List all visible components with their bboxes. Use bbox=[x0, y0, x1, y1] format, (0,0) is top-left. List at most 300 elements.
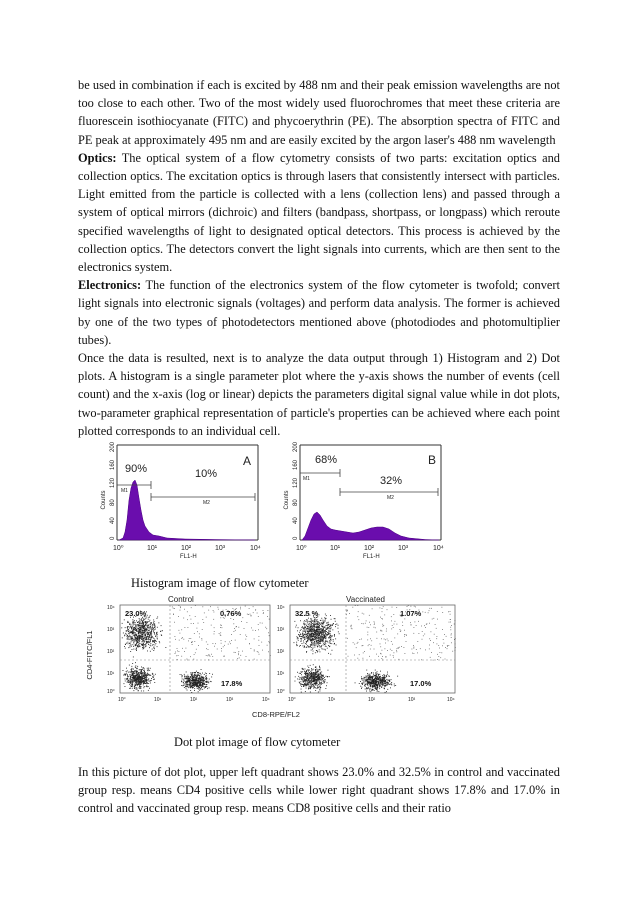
event-dot bbox=[141, 684, 142, 685]
event-dot bbox=[308, 632, 309, 633]
event-dot bbox=[224, 645, 225, 646]
event-dot bbox=[129, 630, 130, 631]
event-dot bbox=[157, 618, 158, 619]
event-dot bbox=[383, 606, 384, 607]
event-dot bbox=[141, 618, 142, 619]
event-dot bbox=[305, 677, 306, 678]
event-dot bbox=[148, 619, 149, 620]
event-dot bbox=[129, 624, 130, 625]
event-dot bbox=[294, 621, 295, 622]
event-dot bbox=[429, 623, 430, 624]
event-dot bbox=[133, 642, 134, 643]
event-dot bbox=[314, 679, 315, 680]
event-dot bbox=[143, 640, 144, 641]
event-dot bbox=[183, 680, 184, 681]
event-dot bbox=[303, 628, 304, 629]
event-dot bbox=[306, 634, 307, 635]
event-dot bbox=[187, 660, 188, 661]
event-dot bbox=[206, 642, 207, 643]
event-dot bbox=[193, 682, 194, 683]
event-dot bbox=[419, 633, 420, 634]
event-dot bbox=[135, 682, 136, 683]
event-dot bbox=[148, 642, 149, 643]
event-dot bbox=[327, 627, 328, 628]
event-dot bbox=[125, 681, 126, 682]
event-dot bbox=[318, 643, 319, 644]
event-dot bbox=[309, 670, 310, 671]
event-dot bbox=[335, 624, 336, 625]
event-dot bbox=[126, 631, 127, 632]
event-dot bbox=[146, 624, 147, 625]
event-dot bbox=[200, 678, 201, 679]
event-dot bbox=[382, 684, 383, 685]
event-dot bbox=[201, 669, 202, 670]
event-dot bbox=[145, 683, 146, 684]
event-dot bbox=[321, 633, 322, 634]
event-dot bbox=[301, 686, 302, 687]
event-dot bbox=[185, 682, 186, 683]
event-dot bbox=[326, 685, 327, 686]
dotplot-figure bbox=[80, 593, 520, 725]
ytick: 40 bbox=[293, 517, 299, 524]
event-dot bbox=[391, 616, 392, 617]
event-dot bbox=[300, 630, 301, 631]
event-dot bbox=[378, 675, 379, 676]
event-dot bbox=[319, 635, 320, 636]
event-dot bbox=[437, 611, 438, 612]
histogram-b-curve bbox=[302, 512, 439, 540]
event-dot bbox=[370, 638, 371, 639]
event-dot bbox=[131, 631, 132, 632]
event-dot bbox=[200, 680, 201, 681]
event-dot bbox=[376, 654, 377, 655]
event-dot bbox=[319, 686, 320, 687]
event-dot bbox=[135, 622, 136, 623]
event-dot bbox=[146, 617, 147, 618]
event-dot bbox=[141, 629, 142, 630]
event-dot bbox=[154, 679, 155, 680]
event-dot bbox=[318, 671, 319, 672]
event-dot bbox=[364, 677, 365, 678]
event-dot bbox=[266, 628, 267, 629]
event-dot bbox=[131, 641, 132, 642]
event-dot bbox=[319, 649, 320, 650]
event-dot bbox=[311, 683, 312, 684]
event-dot bbox=[332, 636, 333, 637]
event-dot bbox=[309, 682, 310, 683]
event-dot bbox=[149, 631, 150, 632]
event-dot bbox=[451, 642, 452, 643]
event-dot bbox=[327, 628, 328, 629]
event-dot bbox=[212, 674, 213, 675]
event-dot bbox=[135, 645, 136, 646]
event-dot bbox=[131, 637, 132, 638]
event-dot bbox=[309, 621, 310, 622]
event-dot bbox=[147, 682, 148, 683]
event-dot bbox=[316, 629, 317, 630]
event-dot bbox=[361, 623, 362, 624]
event-dot bbox=[299, 683, 300, 684]
event-dot bbox=[214, 631, 215, 632]
event-dot bbox=[133, 690, 134, 691]
event-dot bbox=[195, 674, 196, 675]
event-dot bbox=[363, 645, 364, 646]
event-dot bbox=[326, 631, 327, 632]
event-dot bbox=[325, 633, 326, 634]
event-dot bbox=[133, 635, 134, 636]
event-dot bbox=[132, 674, 133, 675]
event-dot bbox=[323, 681, 324, 682]
event-dot bbox=[134, 686, 135, 687]
event-dot bbox=[330, 631, 331, 632]
event-dot bbox=[368, 678, 369, 679]
event-dot bbox=[133, 673, 134, 674]
event-dot bbox=[134, 628, 135, 629]
event-dot bbox=[300, 645, 301, 646]
event-dot bbox=[307, 626, 308, 627]
event-dot bbox=[150, 629, 151, 630]
event-dot bbox=[132, 681, 133, 682]
event-dot bbox=[372, 681, 373, 682]
event-dot bbox=[321, 625, 322, 626]
event-dot bbox=[333, 639, 334, 640]
event-dot bbox=[331, 643, 332, 644]
event-dot bbox=[137, 628, 138, 629]
event-dot bbox=[370, 686, 371, 687]
event-dot bbox=[392, 650, 393, 651]
event-dot bbox=[315, 635, 316, 636]
event-dot bbox=[390, 687, 391, 688]
event-dot bbox=[373, 682, 374, 683]
event-dot bbox=[206, 675, 207, 676]
event-dot bbox=[130, 642, 131, 643]
event-dot bbox=[136, 627, 137, 628]
event-dot bbox=[317, 624, 318, 625]
event-dot bbox=[376, 681, 377, 682]
event-dot bbox=[154, 632, 155, 633]
event-dot bbox=[322, 683, 323, 684]
event-dot bbox=[302, 671, 303, 672]
event-dot bbox=[133, 682, 134, 683]
event-dot bbox=[442, 645, 443, 646]
event-dot bbox=[135, 670, 136, 671]
event-dot bbox=[325, 614, 326, 615]
event-dot bbox=[181, 685, 182, 686]
event-dot bbox=[332, 650, 333, 651]
event-dot bbox=[319, 642, 320, 643]
event-dot bbox=[155, 629, 156, 630]
event-dot bbox=[311, 622, 312, 623]
event-dot bbox=[347, 610, 348, 611]
xtick: 10² bbox=[190, 697, 198, 703]
event-dot bbox=[200, 673, 201, 674]
dotplot-control bbox=[107, 595, 271, 703]
event-dot bbox=[129, 628, 130, 629]
event-dot bbox=[306, 671, 307, 672]
event-dot bbox=[143, 628, 144, 629]
event-dot bbox=[188, 627, 189, 628]
event-dot bbox=[238, 653, 239, 654]
event-dot bbox=[307, 676, 308, 677]
event-dot bbox=[153, 630, 154, 631]
event-dot bbox=[146, 681, 147, 682]
event-dot bbox=[143, 646, 144, 647]
event-dot bbox=[148, 681, 149, 682]
event-dot bbox=[182, 648, 183, 649]
event-dot bbox=[224, 656, 225, 657]
event-dot bbox=[436, 638, 437, 639]
event-dot bbox=[182, 675, 183, 676]
event-dot bbox=[370, 678, 371, 679]
event-dot bbox=[424, 625, 425, 626]
event-dot bbox=[135, 624, 136, 625]
event-dot bbox=[210, 681, 211, 682]
event-dot bbox=[320, 620, 321, 621]
event-dot bbox=[179, 651, 180, 652]
event-dot bbox=[298, 627, 299, 628]
event-dot bbox=[146, 646, 147, 647]
event-dot bbox=[197, 688, 198, 689]
event-dot bbox=[325, 621, 326, 622]
event-dot bbox=[147, 631, 148, 632]
event-dot bbox=[363, 623, 364, 624]
event-dot bbox=[366, 683, 367, 684]
event-dot bbox=[142, 678, 143, 679]
event-dot bbox=[144, 686, 145, 687]
event-dot bbox=[314, 636, 315, 637]
event-dot bbox=[207, 644, 208, 645]
event-dot bbox=[146, 633, 147, 634]
event-dot bbox=[307, 630, 308, 631]
event-dot bbox=[387, 684, 388, 685]
event-dot bbox=[305, 631, 306, 632]
event-dot bbox=[193, 659, 194, 660]
event-dot bbox=[137, 624, 138, 625]
event-dot bbox=[313, 676, 314, 677]
event-dot bbox=[151, 629, 152, 630]
event-dot bbox=[318, 684, 319, 685]
event-dot bbox=[321, 629, 322, 630]
event-dot bbox=[429, 610, 430, 611]
event-dot bbox=[297, 679, 298, 680]
event-dot bbox=[320, 628, 321, 629]
event-dot bbox=[125, 675, 126, 676]
event-dot bbox=[127, 675, 128, 676]
event-dot bbox=[382, 677, 383, 678]
event-dot bbox=[384, 686, 385, 687]
event-dot bbox=[330, 654, 331, 655]
event-dot bbox=[317, 646, 318, 647]
event-dot bbox=[317, 640, 318, 641]
event-dot bbox=[246, 636, 247, 637]
event-dot bbox=[445, 659, 446, 660]
event-dot bbox=[307, 628, 308, 629]
event-dot bbox=[367, 682, 368, 683]
event-dot bbox=[152, 674, 153, 675]
event-dot bbox=[408, 605, 409, 606]
event-dot bbox=[138, 679, 139, 680]
event-dot bbox=[361, 676, 362, 677]
event-dot bbox=[207, 655, 208, 656]
event-dot bbox=[138, 642, 139, 643]
event-dot bbox=[198, 687, 199, 688]
event-dot bbox=[401, 646, 402, 647]
event-dot bbox=[190, 690, 191, 691]
event-dot bbox=[137, 671, 138, 672]
event-dot bbox=[363, 614, 364, 615]
event-dot bbox=[139, 625, 140, 626]
event-dot bbox=[214, 646, 215, 647]
event-dot bbox=[127, 626, 128, 627]
event-dot bbox=[354, 655, 355, 656]
event-dot bbox=[133, 675, 134, 676]
event-dot bbox=[147, 668, 148, 669]
event-dot bbox=[411, 606, 412, 607]
event-dot bbox=[125, 635, 126, 636]
event-dot bbox=[184, 609, 185, 610]
event-dot bbox=[314, 632, 315, 633]
event-dot bbox=[197, 677, 198, 678]
ytick: 0 bbox=[293, 536, 299, 540]
event-dot bbox=[369, 682, 370, 683]
event-dot bbox=[177, 659, 178, 660]
event-dot bbox=[205, 686, 206, 687]
event-dot bbox=[361, 687, 362, 688]
event-dot bbox=[305, 683, 306, 684]
event-dot bbox=[318, 646, 319, 647]
event-dot bbox=[316, 634, 317, 635]
event-dot bbox=[314, 639, 315, 640]
event-dot bbox=[305, 669, 306, 670]
event-dot bbox=[152, 649, 153, 650]
event-dot bbox=[187, 611, 188, 612]
event-dot bbox=[321, 628, 322, 629]
event-dot bbox=[138, 683, 139, 684]
event-dot bbox=[144, 634, 145, 635]
event-dot bbox=[374, 621, 375, 622]
event-dot bbox=[379, 687, 380, 688]
event-dot bbox=[366, 676, 367, 677]
event-dot bbox=[144, 641, 145, 642]
event-dot bbox=[136, 643, 137, 644]
event-dot bbox=[402, 622, 403, 623]
event-dot bbox=[317, 621, 318, 622]
event-dot bbox=[189, 684, 190, 685]
event-dot bbox=[149, 621, 150, 622]
event-dot bbox=[136, 636, 137, 637]
event-dot bbox=[192, 676, 193, 677]
event-dot bbox=[315, 679, 316, 680]
event-dot bbox=[257, 613, 258, 614]
event-dot bbox=[139, 643, 140, 644]
event-dot bbox=[321, 682, 322, 683]
event-dot bbox=[130, 679, 131, 680]
event-dot bbox=[219, 633, 220, 634]
event-dot bbox=[383, 634, 384, 635]
ytick: 10¹ bbox=[107, 671, 115, 677]
event-dot bbox=[240, 607, 241, 608]
event-dot bbox=[253, 630, 254, 631]
event-dot bbox=[153, 623, 154, 624]
event-dot bbox=[372, 690, 373, 691]
event-dot bbox=[202, 619, 203, 620]
event-dot bbox=[311, 640, 312, 641]
event-dot bbox=[310, 676, 311, 677]
event-dot bbox=[125, 686, 126, 687]
event-dot bbox=[206, 684, 207, 685]
event-dot bbox=[455, 638, 456, 639]
event-dot bbox=[138, 672, 139, 673]
event-dot bbox=[376, 679, 377, 680]
event-dot bbox=[323, 628, 324, 629]
event-dot bbox=[392, 625, 393, 626]
event-dot bbox=[324, 677, 325, 678]
event-dot bbox=[437, 659, 438, 660]
event-dot bbox=[451, 625, 452, 626]
event-dot bbox=[319, 689, 320, 690]
event-dot bbox=[136, 668, 137, 669]
event-dot bbox=[396, 650, 397, 651]
event-dot bbox=[366, 676, 367, 677]
event-dot bbox=[305, 679, 306, 680]
event-dot bbox=[263, 612, 264, 613]
event-dot bbox=[213, 610, 214, 611]
event-dot bbox=[311, 668, 312, 669]
gate-label: M2 bbox=[387, 495, 394, 501]
gate-label: M2 bbox=[203, 500, 210, 506]
event-dot bbox=[398, 647, 399, 648]
event-dot bbox=[137, 642, 138, 643]
event-dot bbox=[146, 685, 147, 686]
event-dot bbox=[128, 622, 129, 623]
event-dot bbox=[149, 634, 150, 635]
event-dot bbox=[145, 636, 146, 637]
event-dot bbox=[404, 619, 405, 620]
event-dot bbox=[426, 624, 427, 625]
event-dot bbox=[139, 676, 140, 677]
event-dot bbox=[298, 634, 299, 635]
event-dot bbox=[375, 688, 376, 689]
event-dot bbox=[131, 629, 132, 630]
event-dot bbox=[328, 634, 329, 635]
event-dot bbox=[327, 682, 328, 683]
event-dot bbox=[127, 629, 128, 630]
event-dot bbox=[297, 630, 298, 631]
event-dot bbox=[188, 681, 189, 682]
event-dot bbox=[135, 679, 136, 680]
event-dot bbox=[312, 627, 313, 628]
event-dot bbox=[131, 671, 132, 672]
event-dot bbox=[238, 651, 239, 652]
event-dot bbox=[140, 680, 141, 681]
event-dot bbox=[210, 606, 211, 607]
event-dot bbox=[142, 681, 143, 682]
event-dot bbox=[319, 676, 320, 677]
event-dot bbox=[319, 624, 320, 625]
event-dot bbox=[206, 617, 207, 618]
event-dot bbox=[155, 627, 156, 628]
event-dot bbox=[455, 644, 456, 645]
event-dot bbox=[143, 641, 144, 642]
event-dot bbox=[421, 659, 422, 660]
event-dot bbox=[322, 638, 323, 639]
event-dot bbox=[130, 645, 131, 646]
event-dot bbox=[404, 647, 405, 648]
event-dot bbox=[134, 627, 135, 628]
event-dot bbox=[379, 678, 380, 679]
event-dot bbox=[146, 677, 147, 678]
event-dot bbox=[309, 677, 310, 678]
